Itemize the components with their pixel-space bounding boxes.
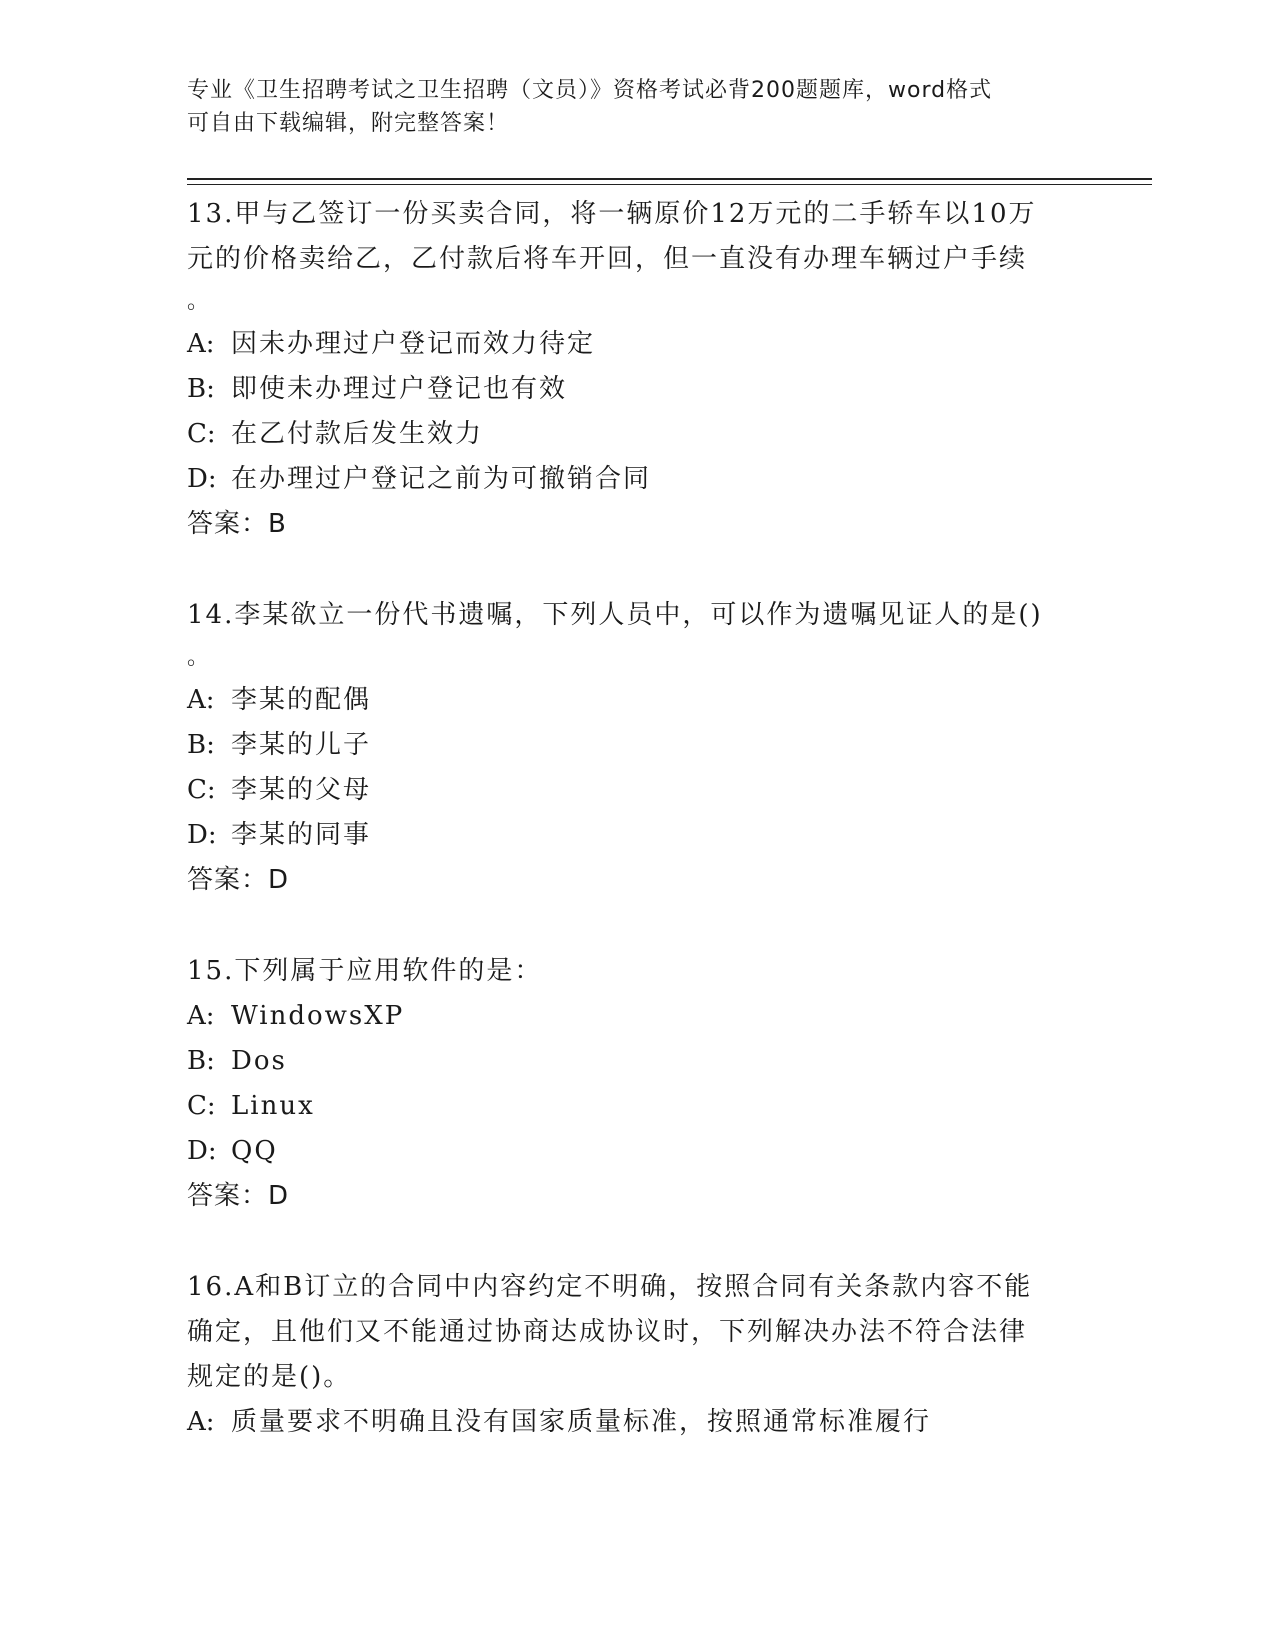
- question-block: [187, 192, 1087, 547]
- option-text: 因未办理过户登记而效力待定: [231, 329, 596, 359]
- answer-label: 答案：: [187, 865, 269, 895]
- option-key: C:: [187, 419, 216, 449]
- option-text: QQ: [231, 1136, 278, 1166]
- question-stem-line: 15.下列属于应用软件的是：: [187, 956, 543, 986]
- option-key: D:: [187, 1136, 217, 1166]
- answer-option: [187, 1039, 1087, 1084]
- question-stem-line: 14.李某欲立一份代书遗嘱，下列人员中，可以作为遗嘱见证人的是(): [187, 600, 1043, 630]
- option-text: Dos: [231, 1046, 287, 1076]
- answer-option: [187, 322, 1087, 367]
- option-text: 在乙付款后发生效力: [231, 419, 484, 449]
- option-key: D:: [187, 820, 217, 850]
- question-stem-line: 16.A和B订立的合同中内容约定不明确，按照合同有关条款内容不能: [187, 1272, 1033, 1302]
- answer-option: [187, 367, 1087, 412]
- header-line-1: 专业《卫生招聘考试之卫生招聘（文员）》资格考试必背200题题库，word格式: [187, 78, 993, 103]
- answer-line: [187, 502, 1087, 547]
- option-text: 质量要求不明确且没有国家质量标准，按照通常标准履行: [231, 1407, 932, 1437]
- answer-line: [187, 1174, 1087, 1219]
- header-divider-thick: [187, 178, 1152, 180]
- option-key: D:: [187, 464, 217, 494]
- option-key: A:: [187, 1407, 215, 1437]
- question-stem-tail: 。: [187, 289, 210, 314]
- answer-line: [187, 858, 1087, 903]
- answer-option: [187, 813, 1087, 858]
- question-list: [187, 192, 1087, 1445]
- option-text: WindowsXP: [231, 1001, 405, 1031]
- answer-option: [187, 994, 1087, 1039]
- question-stem-line: 规定的是()。: [187, 1362, 352, 1392]
- option-key: A:: [187, 685, 215, 715]
- option-text: 李某的儿子: [231, 730, 372, 760]
- header-line-2: 可自由下载编辑，附完整答案！: [187, 111, 510, 136]
- answer-option: [187, 1129, 1087, 1174]
- answer-value: D: [268, 1181, 289, 1211]
- question-spacer: [187, 1219, 1087, 1265]
- question-spacer: [187, 547, 1087, 593]
- option-key: A:: [187, 329, 215, 359]
- option-text: Linux: [231, 1091, 315, 1121]
- answer-label: 答案：: [187, 509, 269, 539]
- question-stem-line: 元的价格卖给乙，乙付款后将车开回，但一直没有办理车辆过户手续: [187, 244, 1028, 274]
- option-key: C:: [187, 1091, 216, 1121]
- answer-option: [187, 1400, 1087, 1445]
- question-stem-line: 13.甲与乙签订一份买卖合同，将一辆原价12万元的二手轿车以10万: [187, 199, 1037, 229]
- question-block: [187, 593, 1087, 903]
- answer-option: [187, 412, 1087, 457]
- question-block: [187, 1265, 1087, 1445]
- header-divider-thin: [187, 184, 1152, 185]
- answer-option: [187, 768, 1087, 813]
- option-key: A:: [187, 1001, 215, 1031]
- option-text: 李某的父母: [231, 775, 372, 805]
- option-key: B:: [187, 374, 215, 404]
- question-stem-line: 确定，且他们又不能通过协商达成协议时，下列解决办法不符合法律: [187, 1317, 1028, 1347]
- option-text: 在办理过户登记之前为可撤销合同: [231, 464, 652, 494]
- option-key: B:: [187, 730, 215, 760]
- answer-value: B: [268, 509, 286, 539]
- question-stem-tail: 。: [187, 645, 210, 670]
- answer-label: 答案：: [187, 1181, 269, 1211]
- answer-option: [187, 723, 1087, 768]
- question-spacer: [187, 903, 1087, 949]
- option-text: 李某的同事: [231, 820, 372, 850]
- option-text: 李某的配偶: [231, 685, 372, 715]
- answer-option: [187, 1084, 1087, 1129]
- question-block: [187, 949, 1087, 1219]
- answer-option: [187, 457, 1087, 502]
- document-header: [187, 74, 1067, 140]
- answer-option: [187, 678, 1087, 723]
- option-key: C:: [187, 775, 216, 805]
- answer-value: D: [268, 865, 289, 895]
- option-text: 即使未办理过户登记也有效: [231, 374, 568, 404]
- option-key: B:: [187, 1046, 215, 1076]
